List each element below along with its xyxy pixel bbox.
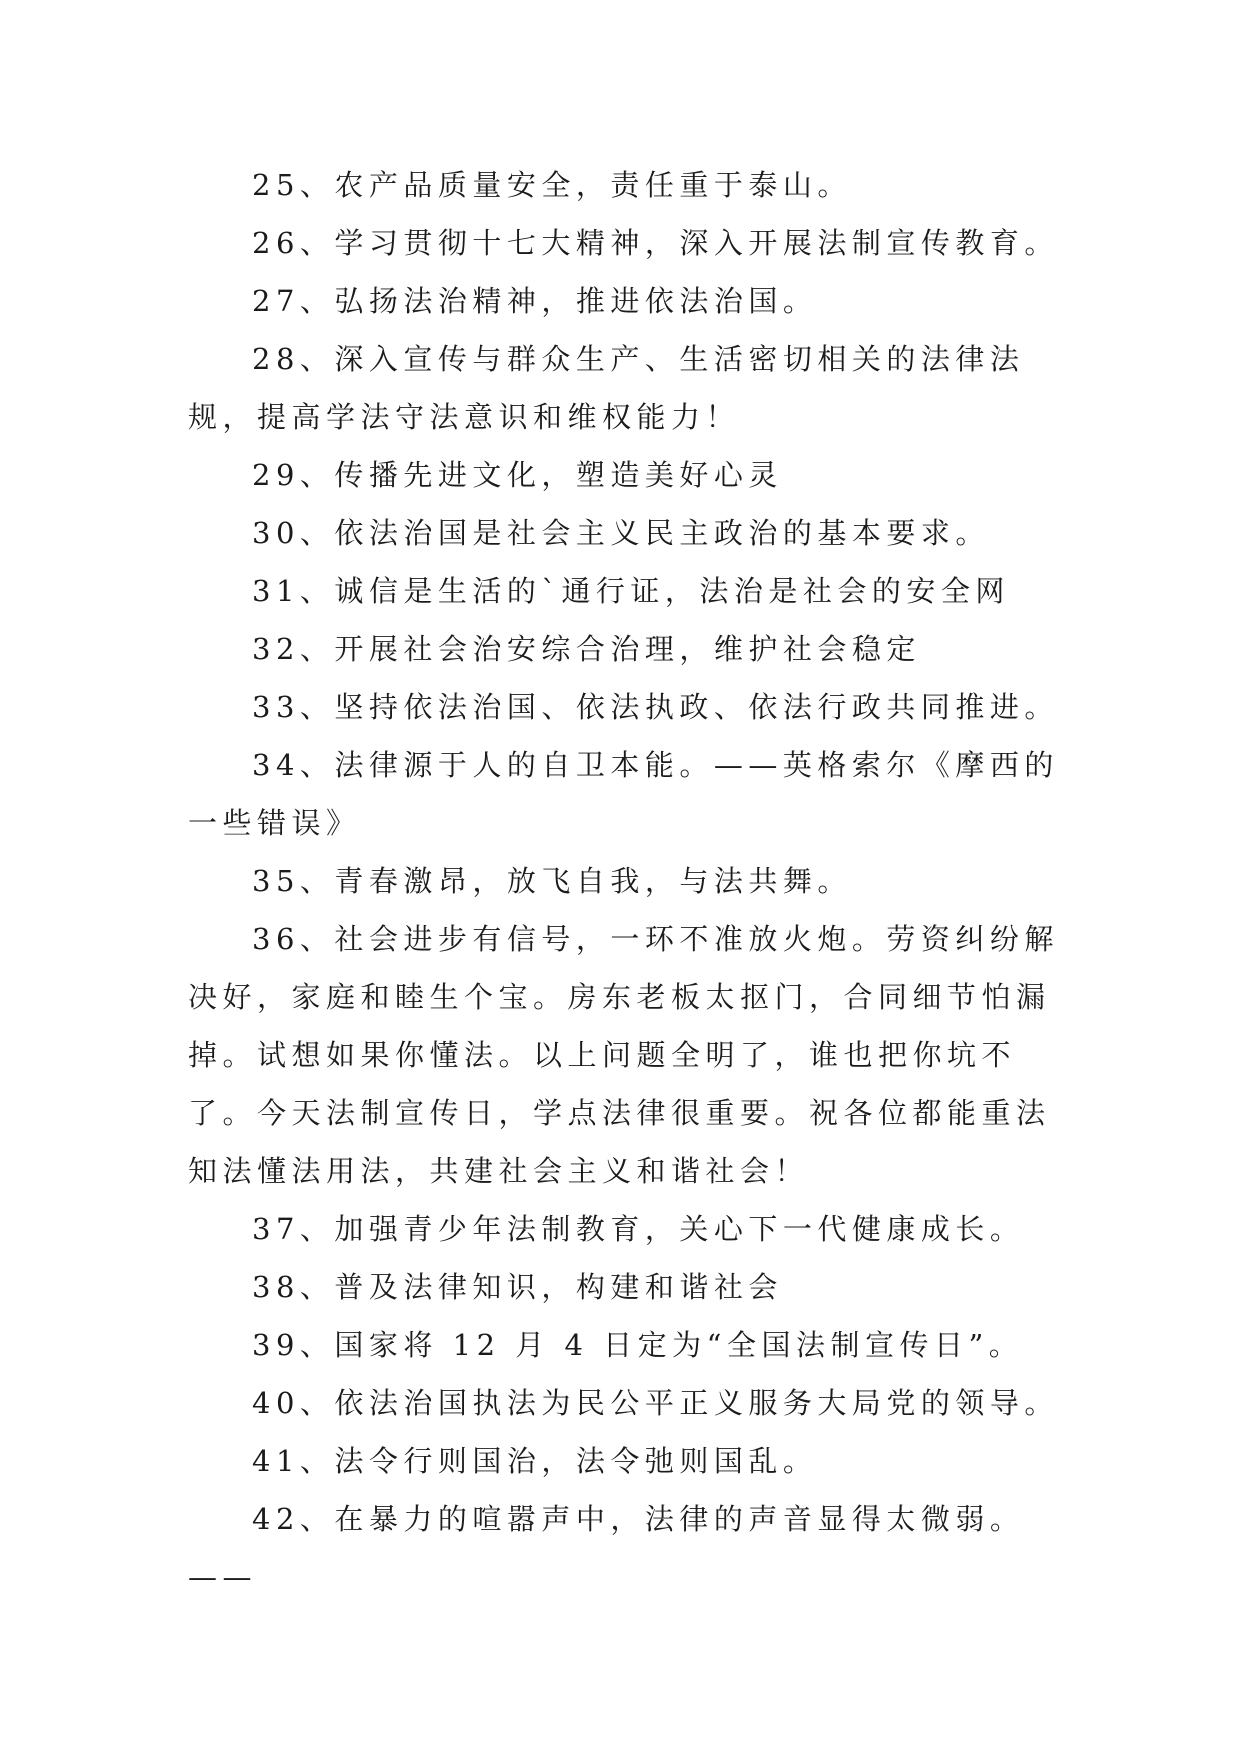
paragraph-37: 37、加强青少年法制教育，关心下一代健康成长。: [252, 1212, 1025, 1246]
paragraph-25: 25、农产品质量安全，责任重于泰山。: [252, 168, 852, 202]
paragraph-30: 30、依法治国是社会主义民主政治的基本要求。: [252, 516, 990, 550]
paragraph-28: 28、深入宣传与群众生产、生活密切相关的法律法规，提高学法守法意识和维权能力！: [188, 342, 1025, 434]
paragraph-36: 36、社会进步有信号，一环不准放火炮。劳资纠纷解决好，家庭和睦生个宝。房东老板太抠门，合同细节怕漏掉。试想如果你懂法。以上问题全明了，谁也把你坑不了。今天法制宣传日，学点法律很重要。祝各位都能重法知法懂法用法，共建社会主义和谐社会！: [188, 922, 1059, 1188]
paragraph-32: 32、开展社会治安综合治理，维护社会稳定: [252, 632, 921, 666]
paragraph-40: 40、依法治国执法为民公平正义服务大局党的领导。: [252, 1386, 1059, 1420]
paragraph-42: 42、在暴力的喧嚣声中，法律的声音显得太微弱。——: [188, 1502, 1025, 1594]
paragraph-39: 39、国家将 12 月 4 日定为“全国法制宣传日”。: [252, 1328, 1024, 1362]
paragraph-26: 26、学习贯彻十七大精神，深入开展法制宣传教育。: [252, 226, 1059, 260]
paragraph-31: 31、诚信是生活的`通行证，法治是社会的安全网: [252, 574, 1010, 608]
paragraph-35: 35、青春激昂，放飞自我，与法共舞。: [252, 864, 852, 898]
paragraph-34: 34、法律源于人的自卫本能。——英格索尔《摩西的一些错误》: [188, 748, 1059, 840]
paragraph-41: 41、法令行则国治，法令弛则国乱。: [252, 1444, 818, 1478]
paragraph-29: 29、传播先进文化，塑造美好心灵: [252, 458, 783, 492]
document-body: [188, 156, 1068, 1606]
paragraph-33: 33、坚持依法治国、依法执政、依法行政共同推进。: [252, 690, 1059, 724]
paragraph-38: 38、普及法律知识，构建和谐社会: [252, 1270, 783, 1304]
paragraph-27: 27、弘扬法治精神，推进依法治国。: [252, 284, 818, 318]
